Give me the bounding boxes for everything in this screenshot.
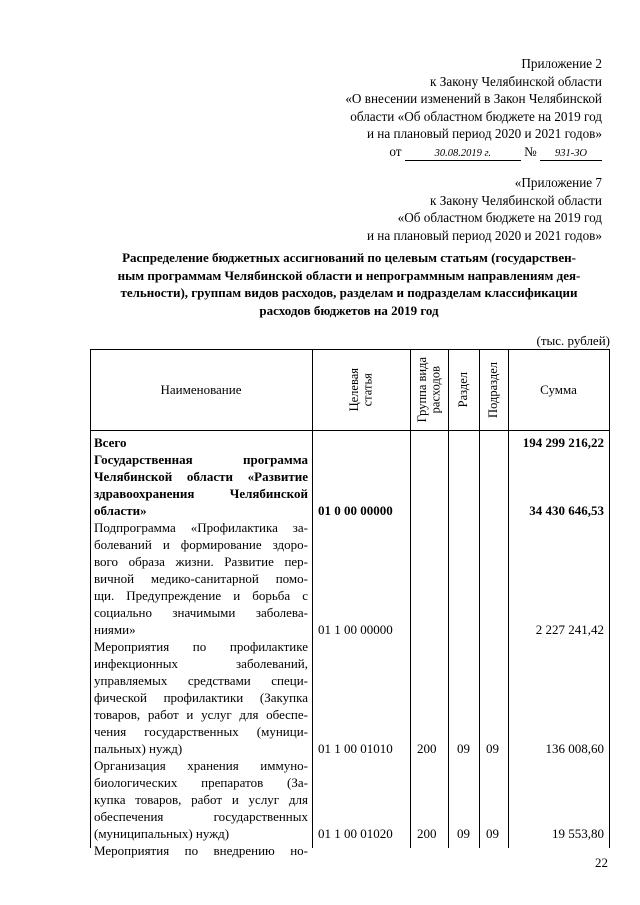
row-subsection: 09 (486, 826, 499, 841)
appendix-line: Приложение 2 (521, 56, 602, 71)
row-target-code: 01 1 00 01020 (318, 826, 393, 841)
header-group-text: Группа вида расходов (414, 357, 442, 423)
row-sum: 2 227 241,42 (535, 622, 604, 637)
header-section-text: Раздел (455, 372, 470, 408)
page-number: 22 (595, 855, 608, 870)
row-target-code: 01 1 00 01010 (318, 741, 393, 756)
header-name (90, 350, 312, 430)
appendix-line: к Закону Челябинской области (430, 73, 602, 89)
header-group (410, 350, 448, 430)
row-name: Государственная программа Челябинской области «Развитие здравоохранения Челябинской области» (94, 452, 308, 518)
appendix-line: области «Об областном бюджете на 2019 год (350, 108, 602, 124)
title-line: ным программам Челябинской области и непрограммным направлениям дея- (117, 267, 581, 283)
table-row (90, 451, 610, 519)
header-name-text: Наименование (160, 382, 242, 397)
header-subsection-text: Подраздел (485, 362, 500, 418)
table-row (90, 434, 610, 451)
header-section (448, 350, 479, 430)
row-target-code: 01 1 00 00000 (318, 622, 393, 637)
table-row (90, 638, 610, 757)
row-expense-group: 200 (417, 826, 437, 841)
row-target-code: 01 0 00 00000 (318, 503, 393, 518)
budget-table (90, 349, 610, 858)
row-name: Мероприятия по профилактике инфекционных заболеваний, управляемых средствами специ- фической профилактики (Закупка товаров, работ и услуг для обеспе- чения государственных (муници- пальных) нужд) (94, 639, 308, 756)
appendix-line: к Закону Челябинской области (430, 192, 602, 208)
title-line: Распределение бюджетных ассигнований по целевым статьям (государствен- (122, 250, 576, 265)
law-date-number-line (345, 143, 602, 161)
header-divider (90, 430, 610, 431)
table-row (90, 519, 610, 638)
table-row (90, 757, 610, 842)
header-sum-text: Сумма (540, 382, 577, 397)
row-subsection: 09 (486, 741, 499, 756)
row-section: 09 (457, 826, 470, 841)
appendix-line: «О внесении изменений в Закон Челябинской (345, 91, 602, 107)
row-sum: 194 299 216,22 (522, 435, 604, 450)
row-name: Всего (94, 435, 127, 450)
row-sum: 19 553,80 (552, 826, 604, 841)
header-target-text: Целевая статья (346, 368, 374, 412)
row-sum: 136 008,60 (545, 741, 604, 756)
appendix-line: и на плановый период 2020 и 2021 годов» (366, 126, 602, 142)
row-name: Мероприятия по внедрению но- (94, 843, 308, 858)
row-expense-group: 200 (417, 741, 437, 756)
law-number: 931-ЗО (540, 147, 602, 161)
units-label: (тыс. рублей) (536, 333, 610, 348)
header-sum (508, 350, 609, 430)
title-line: расходов бюджетов на 2019 год (259, 302, 439, 318)
header-subsection (479, 350, 508, 430)
row-name: Организация хранения иммуно- биологических препаратов (За- купка товаров, работ и услуг для обеспечения государственных (муниципальных) нужд) (94, 758, 308, 841)
appendix-line: «Об областном бюджете на 2019 год (397, 210, 602, 226)
row-sum: 34 430 646,53 (529, 503, 604, 518)
header-target (312, 350, 410, 430)
number-label: № (524, 143, 537, 159)
row-section: 09 (457, 741, 470, 756)
table-row (90, 842, 610, 859)
from-label: от (389, 143, 402, 159)
appendix-line: «Приложение 7 (514, 175, 602, 190)
law-date: 30.08.2019 г. (405, 147, 521, 161)
appendix-2-header (345, 55, 602, 161)
title-line: тельности), группам видов расходов, разделам и подразделам классификации (120, 285, 578, 300)
appendix-7-header (367, 174, 602, 244)
row-name: Подпрограмма «Профилактика за- болеваний и формирование здоро- вого образа жизни. Развитие пер- вичной медико-санитарной помо- щи. Предупреждение и борьба с социально значимыми заболева- ниями» (94, 520, 308, 637)
appendix-line: и на плановый период 2020 и 2021 годов» (366, 227, 602, 243)
document-title (88, 249, 610, 319)
